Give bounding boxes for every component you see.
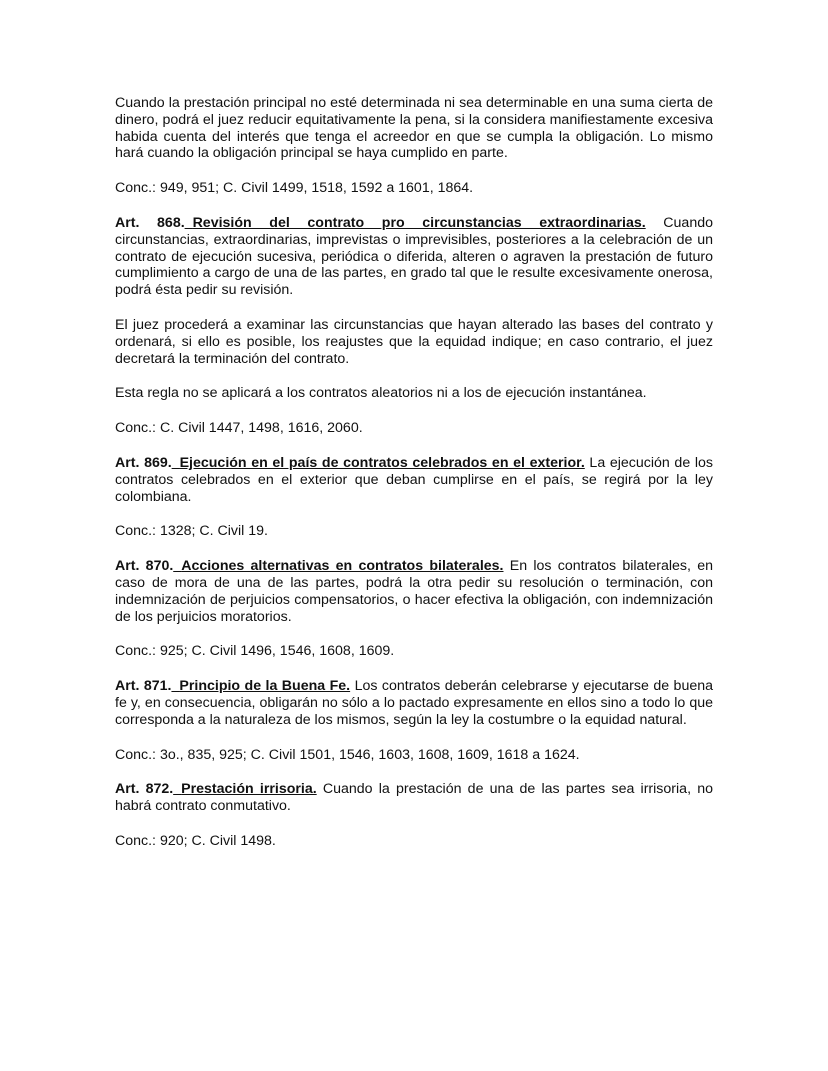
- article-869-body-1: La ejecución de los contratos celebrados en el exterior que deban cumplirse en el país, se regirá por la ley colombiana.: [115, 454, 713, 505]
- article-871-title: Principio de la Buena Fe.: [179, 678, 351, 695]
- article-868-separator: _: [184, 214, 193, 231]
- article-869-title: Ejecución en el país de contratos celebrados en el exterior.: [179, 454, 585, 471]
- article-869-paragraph-1: [115, 455, 713, 505]
- article-868-concordance: Conc.: C. Civil 1447, 1498, 1616, 2060.: [115, 420, 363, 437]
- article-868-title: Revisión del contrato pro circunstancias extraordinarias.: [192, 214, 646, 231]
- article-872-paragraph-1: [115, 781, 713, 815]
- article-871-separator: _: [171, 678, 180, 695]
- article-869-separator: _: [171, 454, 180, 471]
- document-page: [115, 95, 713, 868]
- intro-paragraph: Cuando la prestación principal no esté determinada ni sea determinable en una suma cierta de dinero, podrá el juez reducir equitativamente la pena, si la considera manifiestamente excesiva habida cuenta del interés que tenga el acreedor en que se cumpla la obligación. Lo mismo hará cuando la obligación principal se haya cumplido en parte.: [115, 95, 713, 162]
- article-870-body-1: En los contratos bilaterales, en caso de mora de una de las partes, podrá la otra pedir su resolución o terminación, con indemnización de perjuicios compensatorios, o hacer efectiva la obligación, con indemnización de los perjuicios moratorios.: [115, 558, 714, 625]
- article-871-concordance: Conc.: 3o., 835, 925; C. Civil 1501, 1546, 1603, 1608, 1609, 1618 a 1624.: [115, 746, 580, 763]
- article-871-paragraph-1: [115, 678, 713, 728]
- article-870-paragraph-1: [115, 558, 713, 625]
- article-870-separator: _: [173, 558, 182, 575]
- article-870-number: Art. 870.: [115, 558, 174, 575]
- article-868-paragraph-3: Esta regla no se aplicará a los contratos aleatorios ni a los de ejecución instantánea.: [115, 385, 647, 402]
- article-869-concordance: Conc.: 1328; C. Civil 19.: [115, 523, 268, 540]
- article-871-number: Art. 871.: [115, 678, 172, 695]
- intro-concordance: Conc.: 949, 951; C. Civil 1499, 1518, 1592 a 1601, 1864.: [115, 180, 474, 197]
- article-868-paragraph-2: El juez procederá a examinar las circunstancias que hayan alterado las bases del contrato y ordenará, si ello es posible, los reajustes que la equidad indique; en caso contrario, el juez decretará la terminación del contrato.: [115, 316, 713, 367]
- article-872-body-1: Cuando la prestación de una de las partes sea irrisoria, no habrá contrato conmutativo.: [115, 781, 713, 815]
- article-868-paragraph-1: [115, 215, 713, 299]
- article-868-body-1: Cuando circunstancias, extraordinarias, imprevistas o imprevisibles, posteriores a la celebración de un contrato de ejecución sucesiva, periódica o diferida, alteren o agraven la prestación de futuro cumplimiento a cargo de una de las partes, en grado tal que le resulte excesivamente onerosa, podrá ésta pedir su revisión.: [115, 214, 713, 299]
- article-870-title: Acciones alternativas en contratos bilaterales.: [181, 558, 504, 575]
- article-870-concordance: Conc.: 925; C. Civil 1496, 1546, 1608, 1609.: [115, 643, 395, 660]
- article-872-concordance: Conc.: 920; C. Civil 1498.: [115, 832, 276, 849]
- article-868-number: Art. 868.: [115, 214, 185, 231]
- article-871-body-1: Los contratos deberán celebrarse y ejecutarse de buena fe y, en consecuencia, obligarán no sólo a lo pactado expresamente en ellos sino a todo lo que corresponda a la naturaleza de los mismos, según la ley la costumbre o la equidad natural.: [115, 678, 714, 728]
- article-872-separator: _: [173, 781, 182, 798]
- article-872-title: Prestación irrisoria.: [181, 781, 317, 798]
- article-872-number: Art. 872.: [115, 781, 174, 798]
- article-869-number: Art. 869.: [115, 454, 172, 471]
